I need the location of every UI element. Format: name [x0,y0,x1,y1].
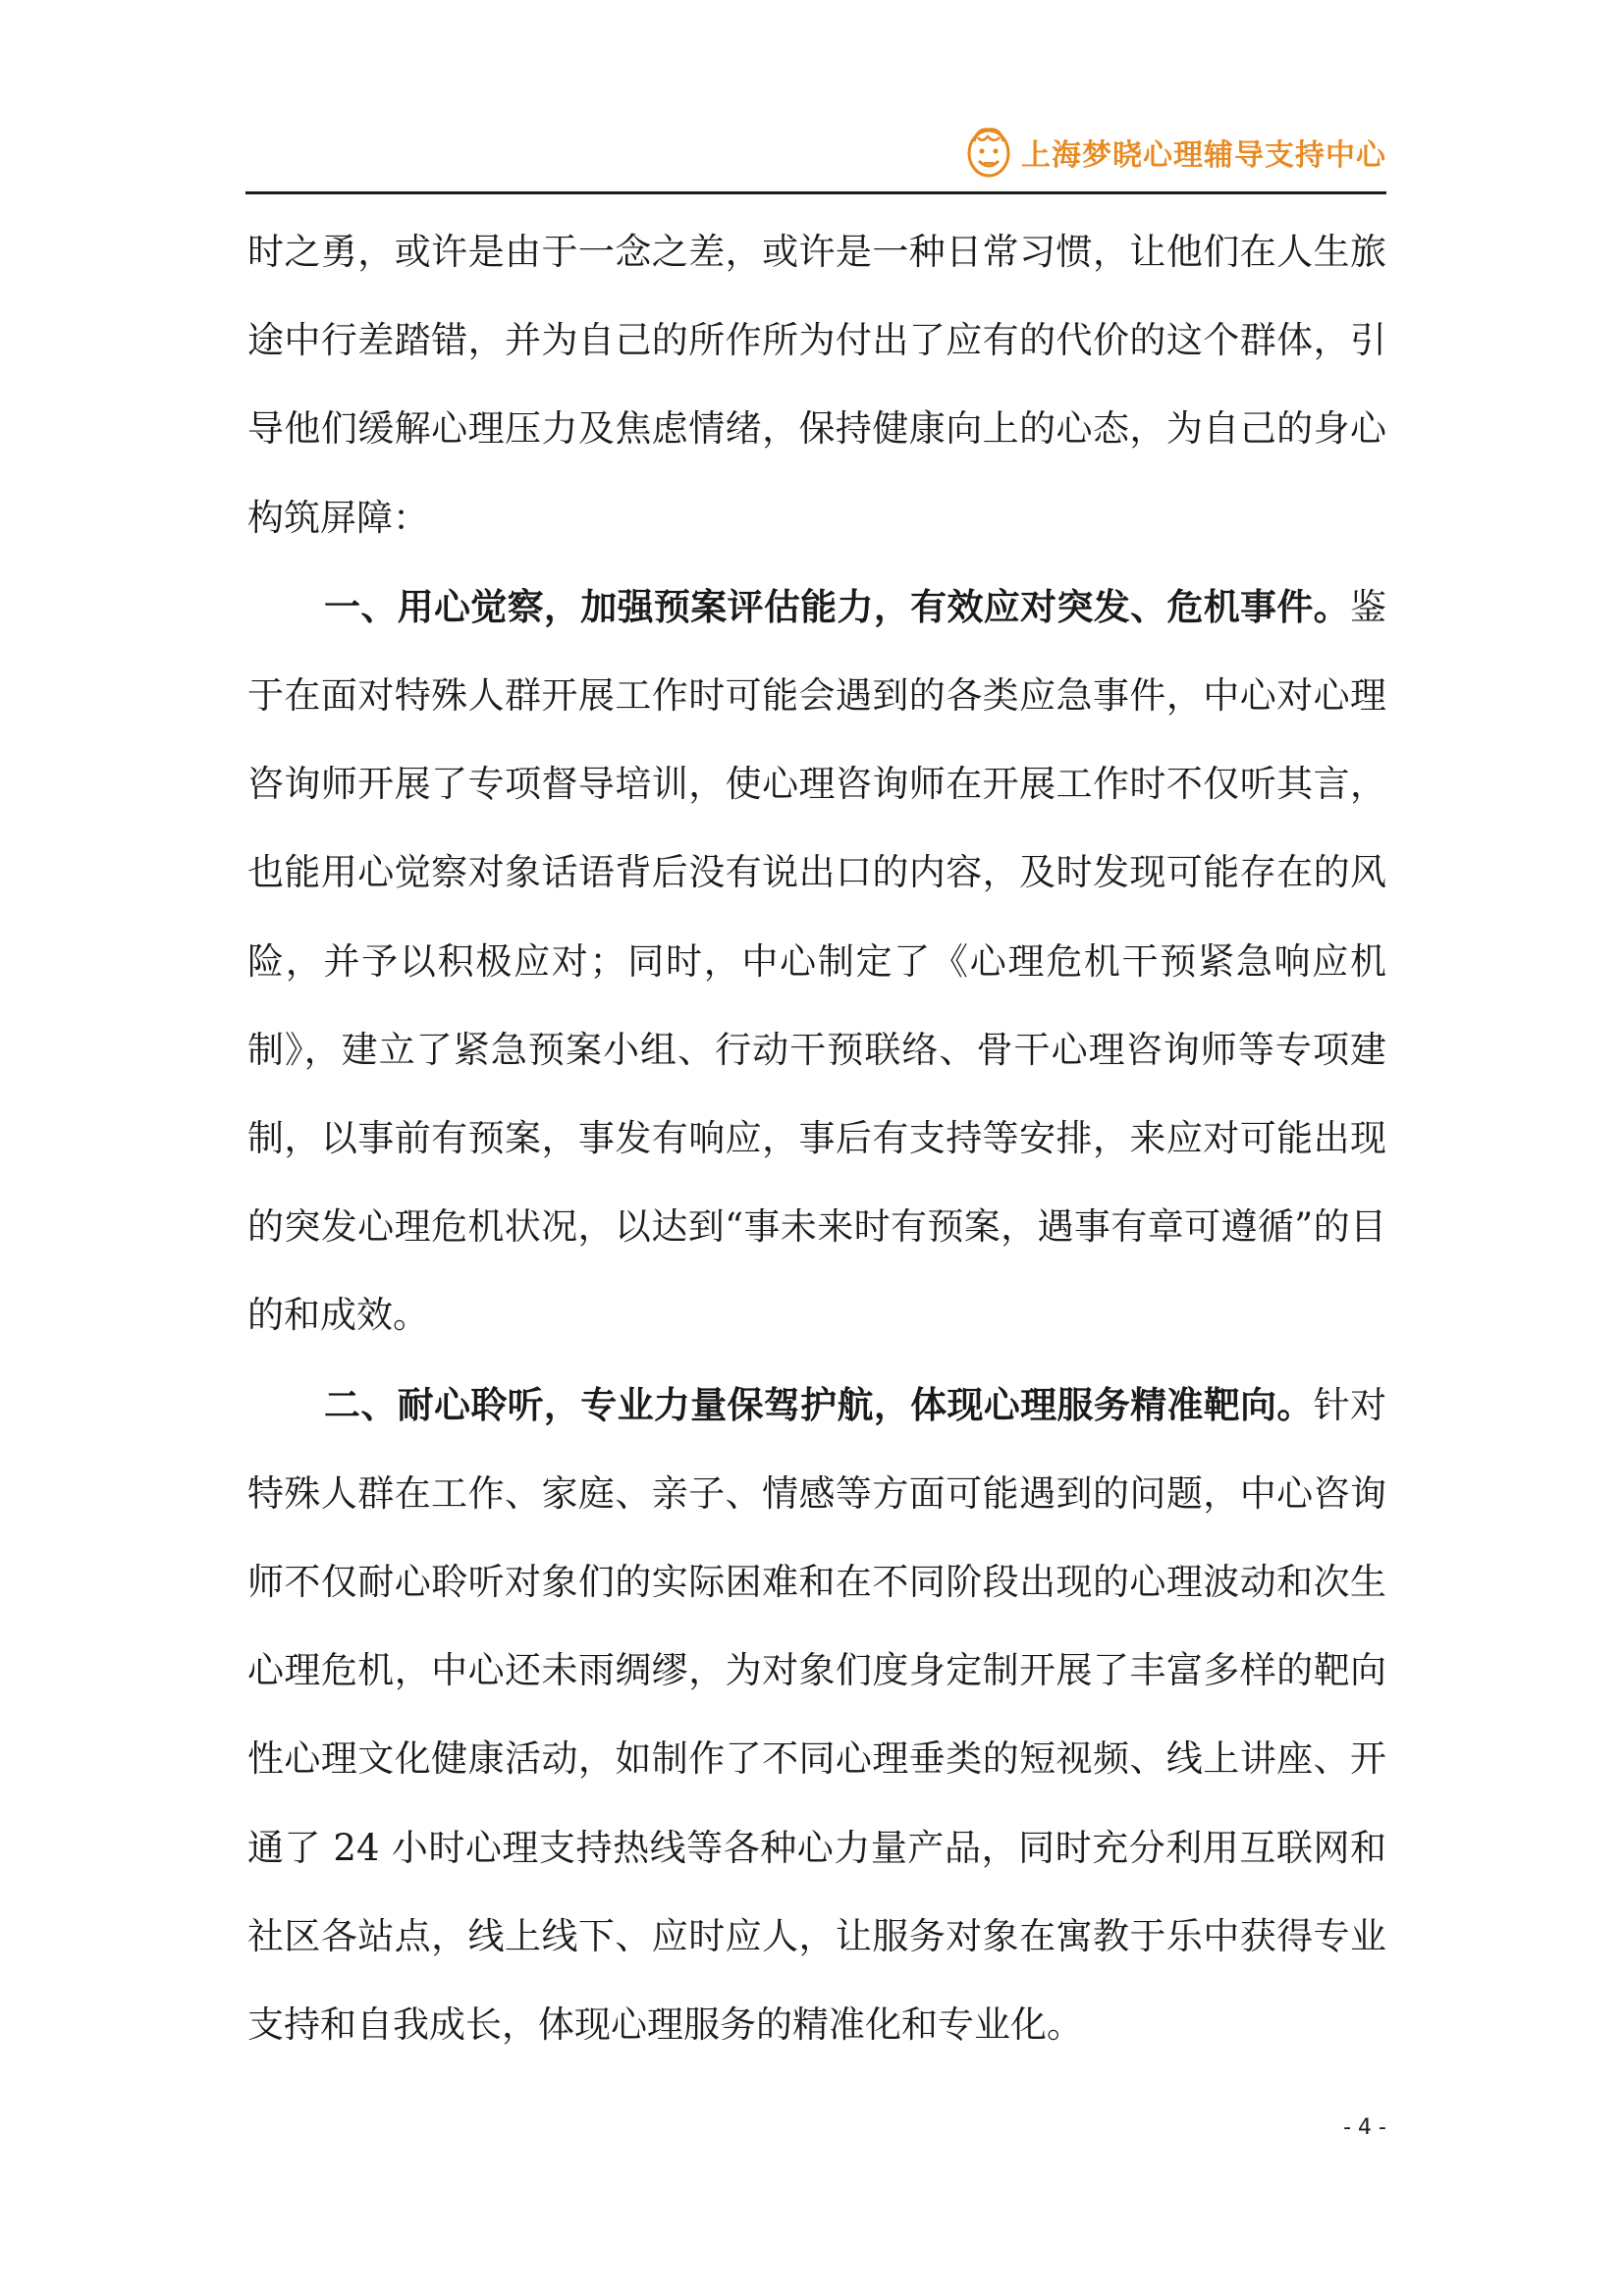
org-logo-group [964,118,1386,187]
paragraph-text: 时之勇，或许是由于一念之差，或许是一种日常习惯，让他们在人生旅途中行差踏错，并为自己的所作所为付出了应有的代价的这个群体，引导他们缓解心理压力及焦虑情绪，保持健康向上的心态，为自己的身心构筑屏障： [247,231,1386,539]
header-divider [245,191,1386,194]
section-heading: 二、耐心聆听，专业力量保驾护航，体现心理服务精准靶向。 [324,1382,1314,1426]
paragraph-text: 针对特殊人群在工作、家庭、亲子、情感等方面可能遇到的问题，中心咨询师不仅耐心聆听对象们的实际困难和在不同阶段出现的心理波动和次生心理危机，中心还未雨绸缪，为对象们度身定制开展了丰富多样的靶向性心理文化健康活动，如制作了不同心理垂类的短视频、线上讲座、开通了 24 小时心理支持热线等各种心力量产品，同时充分利用互联网和社区各站点，线上线下、应时应人，让服务对象在寓教于乐中获得专业支持和自我成长，体现心理服务的精准化和专业化。 [247,1383,1387,2047]
document-body [247,208,1386,2069]
page-header [245,110,1386,194]
paragraph-section-1 [247,562,1386,1361]
smiling-face-logo-icon [964,124,1013,181]
org-name: 上海梦晓心理辅导支持中心 [1021,138,1386,173]
page-number: - 4 - [1343,2115,1386,2140]
paragraph-text: 鉴于在面对特殊人群开展工作时可能会遇到的各类应急事件，中心对心理咨询师开展了专项督导培训，使心理咨询师在开展工作时不仅听其言，也能用心觉察对象话语背后没有说出口的内容，及时发现可能存在的风险，并予以积极应对；同时，中心制定了《心理危机干预紧急响应机制》，建立了紧急预案小组、行动干预联络、骨干心理咨询师等专项建制，以事前有预案，事发有响应，事后有支持等安排，来应对可能出现的突发心理危机状况，以达到“事未来时有预案，遇事有章可遵循”的目的和成效。 [247,585,1386,1337]
paragraph-intro [247,208,1386,562]
section-heading: 一、用心觉察，加强预案评估能力，有效应对突发、危机事件。 [324,584,1350,628]
paragraph-section-2 [247,1361,1386,2070]
